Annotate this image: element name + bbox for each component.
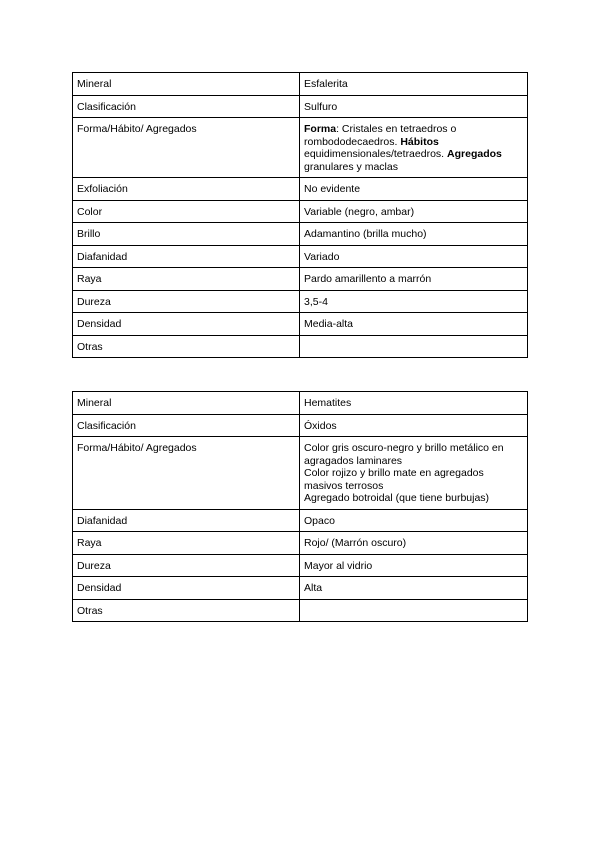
row-value: Media-alta — [300, 313, 528, 336]
value-line: Color rojizo y brillo mate en agregados masivos terrosos — [304, 467, 484, 492]
table-row — [73, 532, 528, 555]
table-row — [73, 118, 528, 178]
row-label: Otras — [73, 599, 300, 622]
row-value: Opaco — [300, 509, 528, 532]
table-row — [73, 392, 528, 415]
row-value: Sulfuro — [300, 95, 528, 118]
row-label: Brillo — [73, 223, 300, 246]
table-row — [73, 437, 528, 510]
row-value: Mayor al vidrio — [300, 554, 528, 577]
row-label: Mineral — [73, 392, 300, 415]
table-row — [73, 245, 528, 268]
row-label: Dureza — [73, 290, 300, 313]
row-value: Alta — [300, 577, 528, 600]
forma-text: : Cristales en tetraedros o rombododecaedros. — [304, 123, 457, 148]
row-label: Otras — [73, 335, 300, 358]
row-label: Densidad — [73, 313, 300, 336]
row-value: Rojo/ (Marrón oscuro) — [300, 532, 528, 555]
row-label: Mineral — [73, 73, 300, 96]
row-value: Adamantino (brilla mucho) — [300, 223, 528, 246]
row-value — [300, 335, 528, 358]
row-value: No evidente — [300, 178, 528, 201]
row-value: Óxidos — [300, 414, 528, 437]
row-value: Pardo amarillento a marrón — [300, 268, 528, 291]
table-row — [73, 509, 528, 532]
row-value: Hematites — [300, 392, 528, 415]
table-row — [73, 178, 528, 201]
table-row — [73, 73, 528, 96]
table-row — [73, 200, 528, 223]
table-row — [73, 599, 528, 622]
table-row — [73, 414, 528, 437]
row-label: Densidad — [73, 577, 300, 600]
table-row — [73, 335, 528, 358]
row-label: Dureza — [73, 554, 300, 577]
row-label: Diafanidad — [73, 245, 300, 268]
table-row — [73, 268, 528, 291]
value-line: Agregado botroidal (que tiene burbujas) — [304, 492, 490, 504]
row-value: Variado — [300, 245, 528, 268]
value-line: Color gris oscuro-negro y brillo metálico en agragados laminares — [304, 442, 504, 467]
table-row — [73, 223, 528, 246]
row-value: Esfalerita — [300, 73, 528, 96]
agregados-label: Agregados — [447, 148, 502, 160]
table-row — [73, 290, 528, 313]
row-value — [300, 599, 528, 622]
row-label: Diafanidad — [73, 509, 300, 532]
habitos-text: equidimensionales/tetraedros. — [304, 148, 448, 160]
mineral-table-esfalerita — [72, 72, 528, 358]
row-label: Exfoliación — [73, 178, 300, 201]
forma-label: Forma — [304, 123, 337, 135]
habitos-label: Hábitos — [400, 135, 439, 148]
row-value: 3,5-4 — [300, 290, 528, 313]
table-row — [73, 554, 528, 577]
table-row — [73, 313, 528, 336]
row-value: Variable (negro, ambar) — [300, 200, 528, 223]
row-value — [300, 437, 528, 510]
mineral-table-hematites — [72, 391, 528, 622]
row-label: Raya — [73, 268, 300, 291]
row-label: Clasificación — [73, 414, 300, 437]
agregados-text: granulares y maclas — [304, 160, 398, 173]
row-value — [300, 118, 528, 178]
row-label: Raya — [73, 532, 300, 555]
table-row — [73, 577, 528, 600]
table-row — [73, 95, 528, 118]
row-label: Clasificación — [73, 95, 300, 118]
row-label: Color — [73, 200, 300, 223]
row-label: Forma/Hábito/ Agregados — [73, 118, 300, 178]
row-label: Forma/Hábito/ Agregados — [73, 437, 300, 510]
